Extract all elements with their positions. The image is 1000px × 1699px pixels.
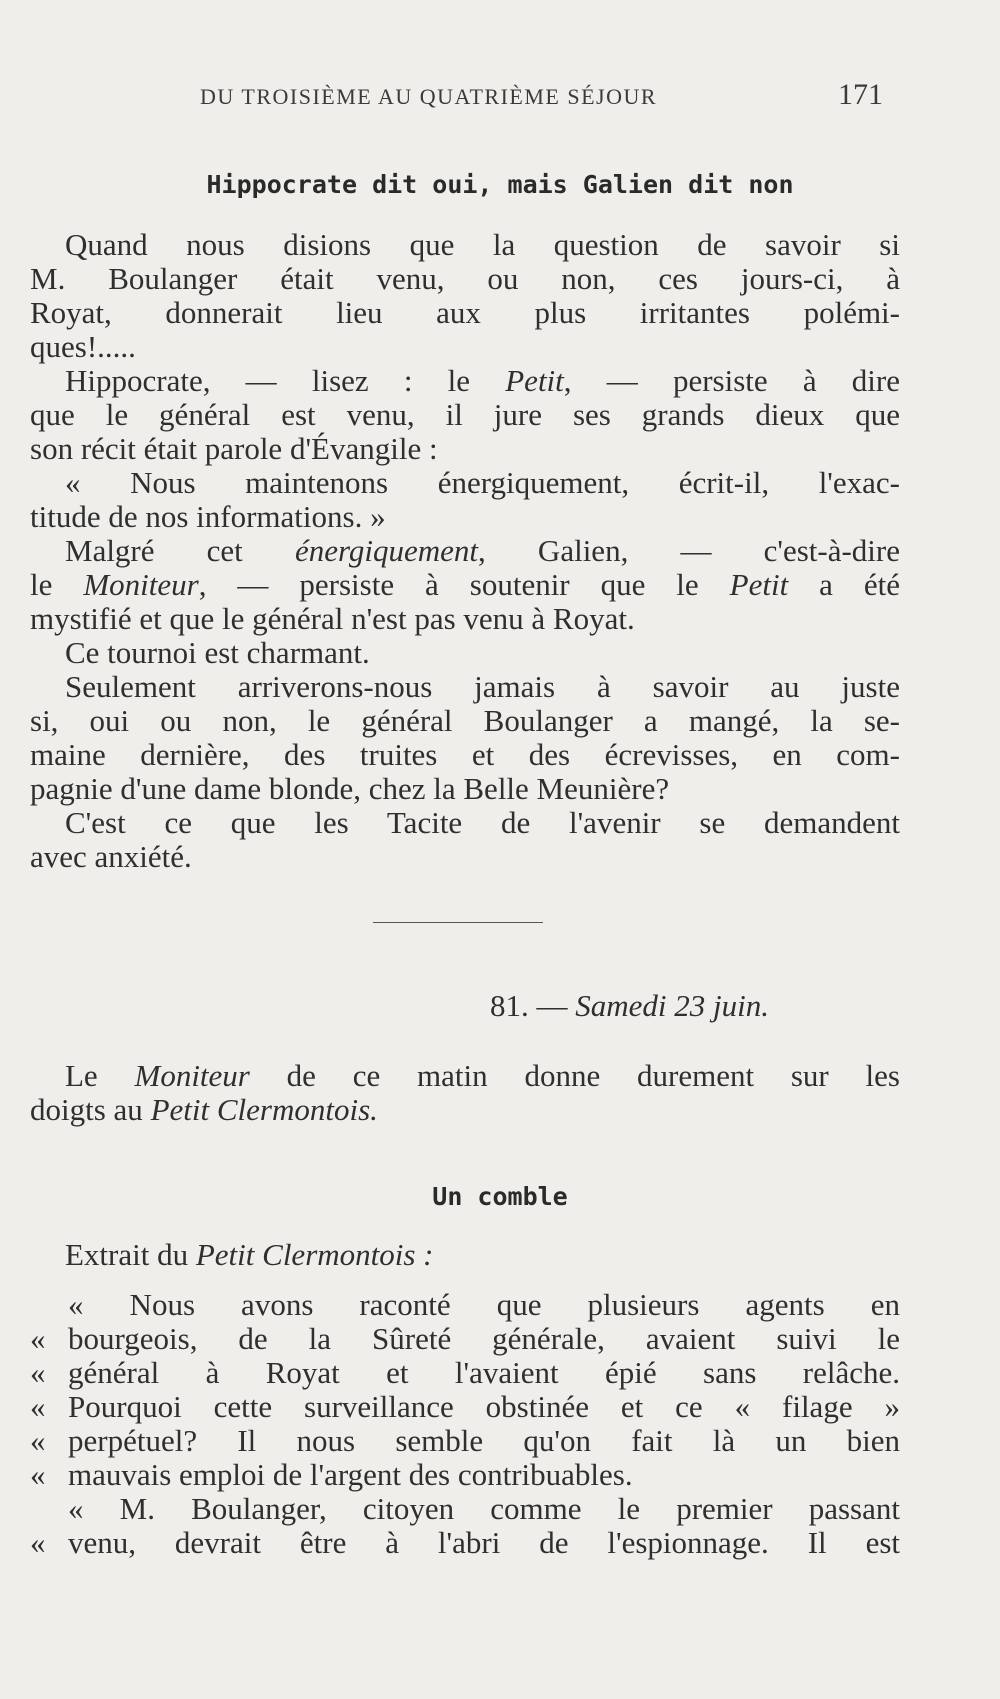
entry-number: 81. — [490, 988, 576, 1023]
text-line: Ce tournoi est charmant. [65, 635, 370, 670]
text-run: de ce matin donne durement sur les [249, 1058, 900, 1093]
italic-run: Petit [729, 567, 789, 602]
italic-run: énergiquement [294, 533, 479, 568]
quote-line [30, 1492, 900, 1526]
quote-mark: « [30, 1457, 46, 1492]
quote-line [30, 1322, 900, 1356]
quote-mark: « [30, 1355, 46, 1390]
italic-run: Moniteur [83, 567, 199, 602]
text-line: maine dernière, des truites et des écrevisses, en com- [30, 737, 900, 772]
text-line [30, 534, 900, 568]
section-divider [373, 922, 543, 923]
section-title-un-comble: Un comble [432, 1182, 568, 1211]
page-number: 171 [838, 78, 883, 111]
quote-mark: « [30, 1423, 46, 1458]
text-run: Le [65, 1058, 135, 1093]
text-line: que le général est venu, il jure ses grands dieux que [30, 397, 900, 432]
italic-run: Petit Clermontois. [150, 1092, 378, 1127]
text-line: M. Boulanger était venu, ou non, ces jours-ci, à [30, 261, 900, 296]
text-run: , Galien, — c'est-à-dire [478, 533, 900, 568]
text-line: avec anxiété. [30, 839, 192, 874]
section1-body [30, 228, 900, 874]
quote-text: perpétuel? Il nous semble qu'on fait là un bien [68, 1423, 900, 1458]
text-line: si, oui ou non, le général Boulanger a mangé, la se- [30, 703, 900, 738]
text-run: , — persiste à soutenir que le [198, 567, 730, 602]
quote-text: venu, devrait être à l'abri de l'espionnage. Il est [68, 1525, 900, 1560]
text-line: pagnie d'une dame blonde, chez la Belle Meunière? [30, 771, 670, 806]
quote-line [30, 1288, 900, 1322]
quote-mark: « [30, 1321, 46, 1356]
entry81-body [30, 1059, 900, 1127]
quote-mark [30, 1492, 68, 1526]
italic-run: Petit Clermontois : [195, 1237, 434, 1272]
text-line: Seulement arriverons-nous jamais à savoir au juste [65, 669, 900, 704]
quote-text: mauvais emploi de l'argent des contribuables. [68, 1457, 633, 1492]
entry-date: Samedi 23 juin. [575, 988, 769, 1023]
running-title: DU TROISIÈME AU QUATRIÈME SÉJOUR [200, 84, 658, 109]
quote-line [30, 1390, 900, 1424]
section-title-hippocrate: Hippocrate dit oui, mais Galien dit non [206, 170, 794, 199]
quote-line [30, 1356, 900, 1390]
text-run: doigts au [30, 1092, 151, 1127]
text-run: Extrait du [65, 1237, 196, 1272]
quote-mark: « [30, 1389, 46, 1424]
text-line: ques!..... [30, 329, 136, 364]
text-run: , — persiste à dire [563, 363, 900, 398]
text-line [30, 568, 900, 602]
text-line [30, 1238, 900, 1272]
entry-dateline [490, 988, 769, 1024]
quote-text: « Nous avons raconté que plusieurs agents en [68, 1287, 900, 1322]
text-run: Malgré cet [65, 533, 295, 568]
italic-run: Moniteur [134, 1058, 250, 1093]
text-line: Royat, donnerait lieu aux plus irritantes polémi- [30, 295, 900, 330]
text-line: mystifié et que le général n'est pas venu à Royat. [30, 601, 635, 636]
quote-text: bourgeois, de la Sûreté générale, avaient suivi le [68, 1321, 900, 1356]
text-line [30, 364, 900, 398]
text-line [30, 1093, 900, 1127]
text-run: le [30, 567, 84, 602]
quote-mark: « [30, 1525, 46, 1560]
running-header [0, 78, 1000, 118]
italic-run: Petit [505, 363, 564, 398]
quote-mark [30, 1288, 68, 1322]
quote-text: Pourquoi cette surveillance obstinée et ce « filage » [68, 1389, 900, 1424]
quotation-block [30, 1288, 900, 1560]
quote-text: « M. Boulanger, citoyen comme le premier passant [68, 1491, 900, 1526]
text-line: C'est ce que les Tacite de l'avenir se demandent [65, 805, 900, 840]
quote-line [30, 1458, 900, 1492]
quote-text: général à Royat et l'avaient épié sans relâche. [68, 1355, 900, 1390]
quote-line [30, 1526, 900, 1560]
text-line: son récit était parole d'Évangile : [30, 431, 438, 466]
quote-line [30, 1424, 900, 1458]
text-line: Quand nous disions que la question de savoir si [65, 227, 900, 262]
text-line [30, 1059, 900, 1093]
section2-intro [30, 1238, 900, 1272]
text-line: titude de nos informations. » [30, 499, 386, 534]
text-run: Hippocrate, — lisez : le [65, 363, 506, 398]
text-run: a été [788, 567, 901, 602]
text-line: « Nous maintenons énergiquement, écrit-il, l'exac- [65, 465, 900, 500]
